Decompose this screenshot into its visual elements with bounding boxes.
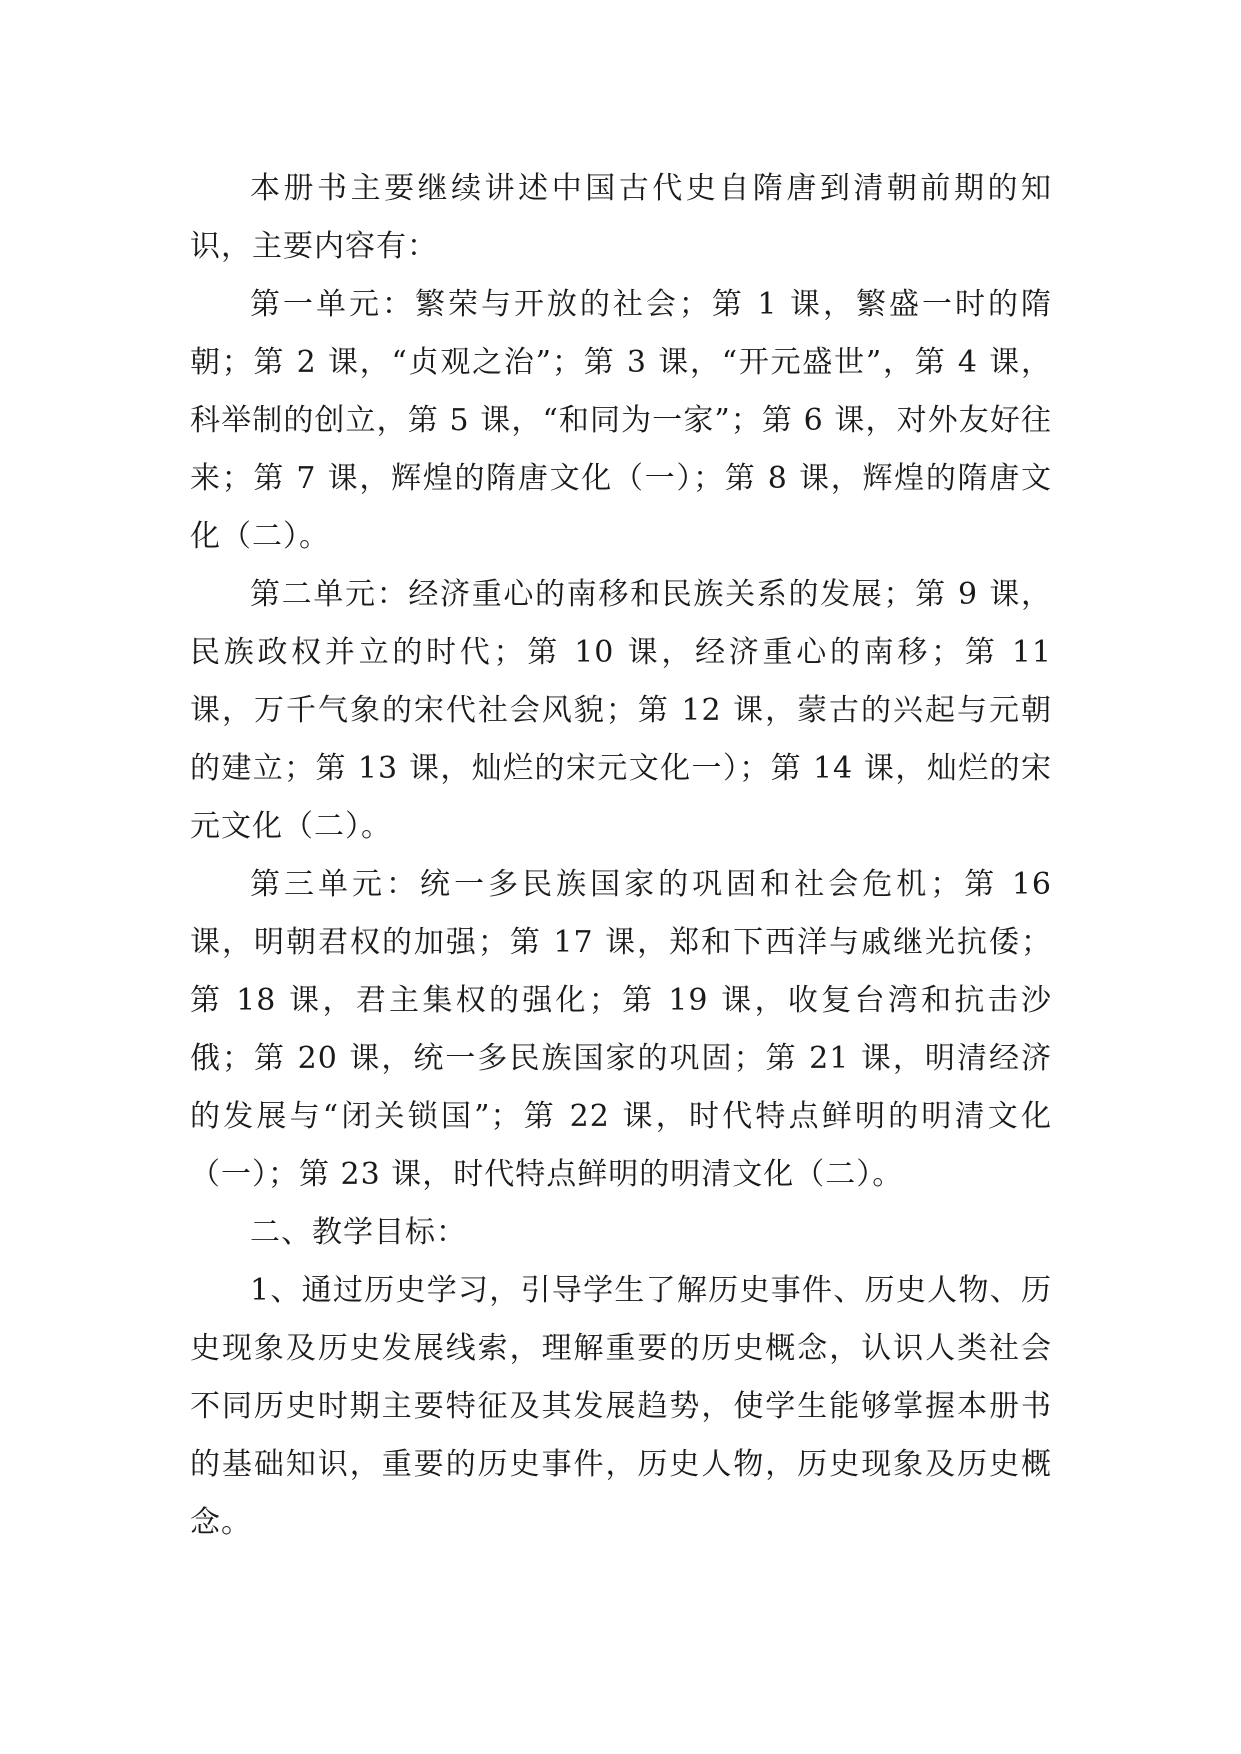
- unit-two-paragraph: 第二单元：经济重心的南移和民族关系的发展；第 9 课，民族政权并立的时代；第 10 课，经济重心的南移；第 11 课，万千气象的宋代社会风貌；第 12 课，蒙古的兴起与元朝的建立；第 13 课，灿烂的宋元文化一）；第 14 课，灿烂的宋元文化（二）。: [190, 577, 1052, 844]
- document-page: [190, 160, 1052, 1552]
- unit-three-paragraph: 第三单元：统一多民族国家的巩固和社会危机；第 16 课，明朝君权的加强；第 17 课，郑和下西洋与戚继光抗倭；第 18 课，君主集权的强化；第 19 课，收复台湾和抗击沙俄；第 20 课，统一多民族国家的巩固；第 21 课，明清经济的发展与“闭关锁国”；第 22 课，时代特点鲜明的明清文化（一）；第 23 课，时代特点鲜明的明清文化（二）。: [190, 867, 1052, 1192]
- goal-one-paragraph: 1、通过历史学习，引导学生了解历史事件、历史人物、历史现象及历史发展线索，理解重要的历史概念，认识人类社会不同历史时期主要特征及其发展趋势，使学生能够掌握本册书的基础知识，重要的历史事件，历史人物，历史现象及历史概念。: [190, 1273, 1052, 1540]
- unit-one-paragraph: 第一单元：繁荣与开放的社会；第 1 课，繁盛一时的隋朝；第 2 课，“贞观之治”；第 3 课，“开元盛世”，第 4 课，科举制的创立，第 5 课，“和同为一家”；第 6 课，对外友好往来；第 7 课，辉煌的隋唐文化（一）；第 8 课，辉煌的隋唐文化（二）。: [190, 287, 1052, 554]
- section-heading-teaching-goals: 二、教学目标：: [250, 1215, 467, 1250]
- intro-paragraph: 本册书主要继续讲述中国古代史自隋唐到清朝前期的知识，主要内容有：: [190, 171, 1052, 264]
